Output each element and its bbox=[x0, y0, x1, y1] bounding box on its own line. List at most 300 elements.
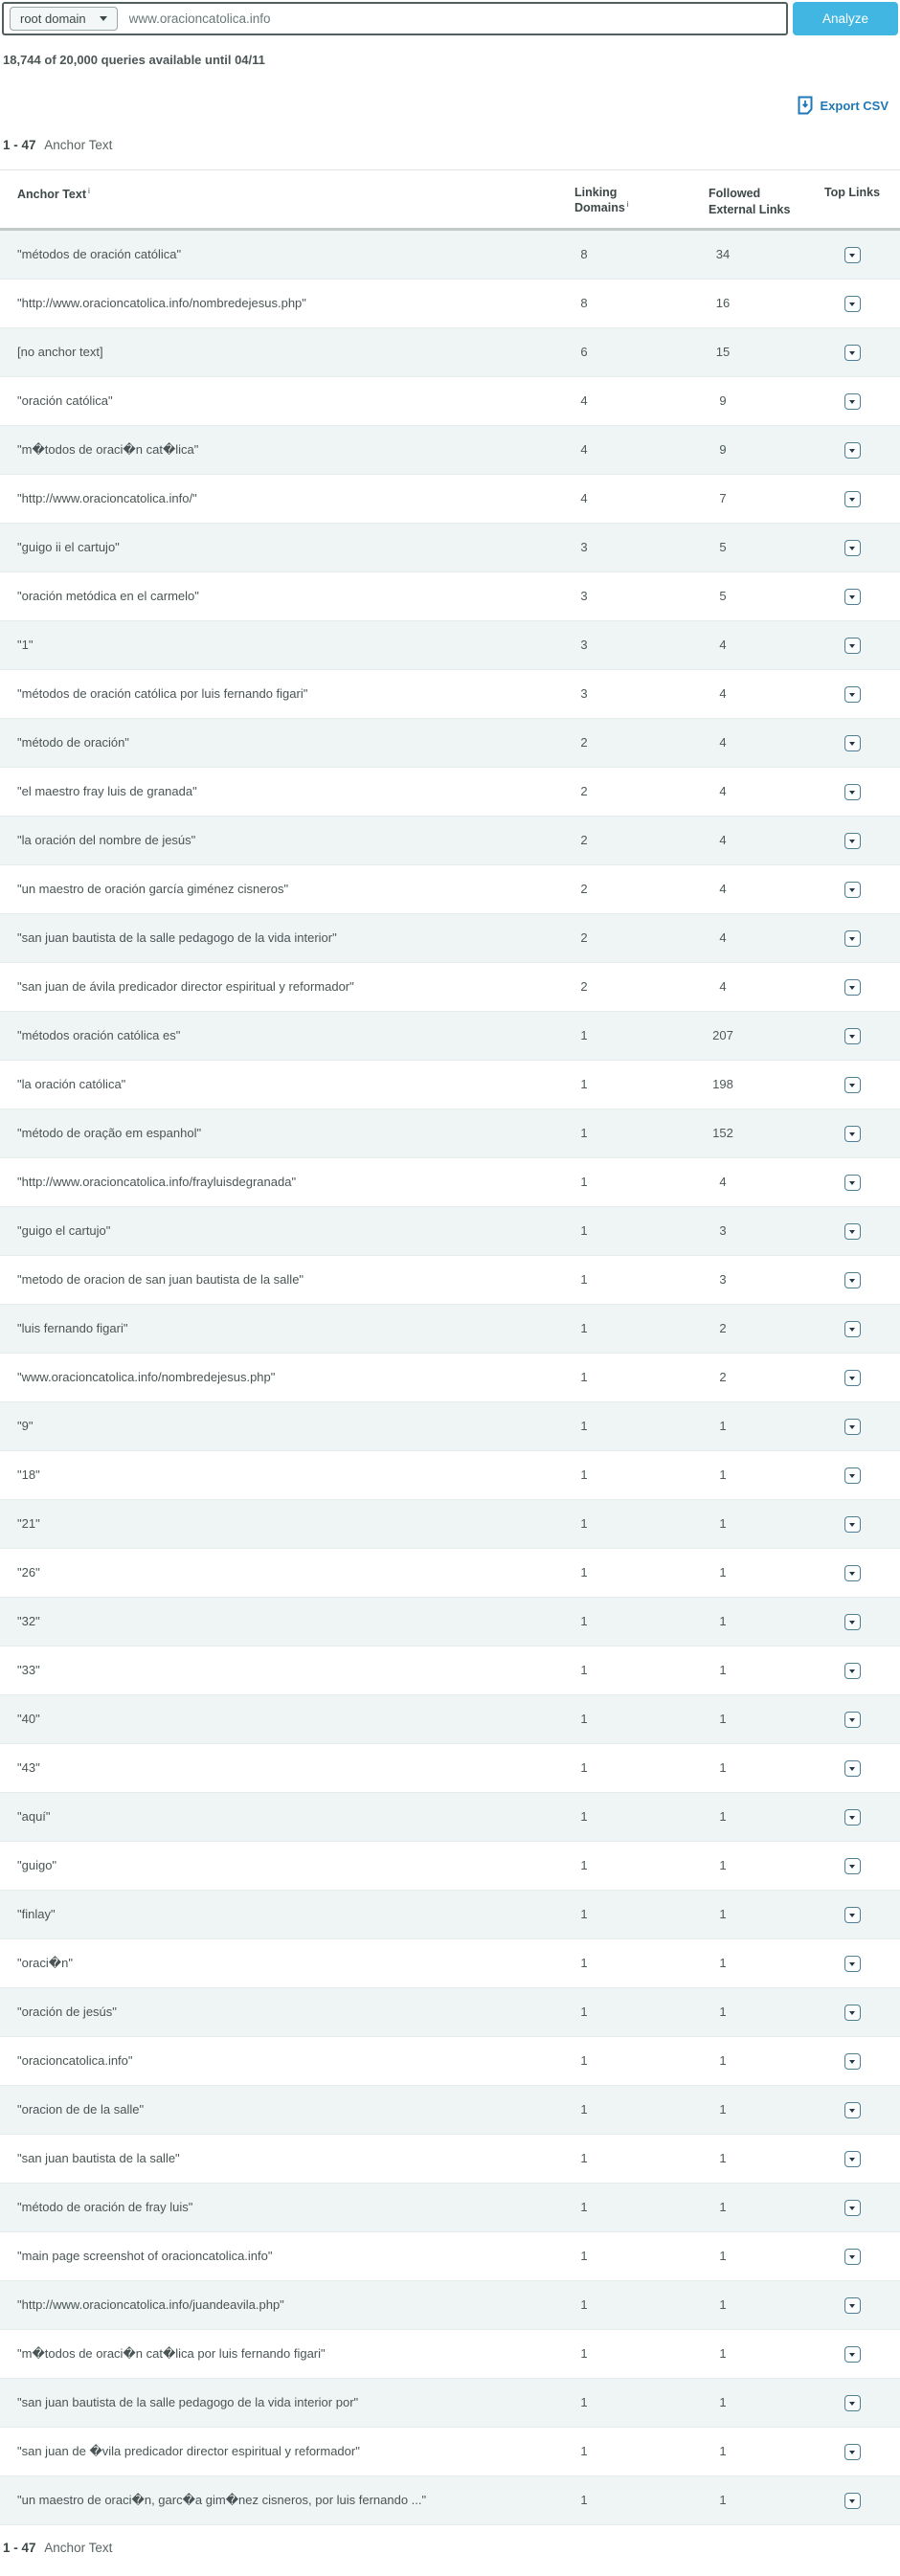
anchor-text-cell: [no anchor text] bbox=[17, 345, 103, 360]
range-count: 1 - 47 bbox=[3, 138, 36, 152]
scope-selector-label: root domain bbox=[20, 11, 86, 26]
top-links-expand-button[interactable] bbox=[844, 833, 861, 849]
followed-links-cell: 1 bbox=[719, 1858, 727, 1873]
top-links-expand-button[interactable] bbox=[844, 540, 861, 556]
linking-domains-cell: 1 bbox=[580, 2444, 588, 2459]
caret-down-icon bbox=[849, 644, 855, 648]
anchor-text-cell: "m�todos de oraci�n cat�lica" bbox=[17, 441, 199, 457]
anchor-text-cell: "guigo el cartujo" bbox=[17, 1223, 111, 1239]
table-row bbox=[0, 1793, 900, 1842]
followed-links-cell: 1 bbox=[719, 2249, 727, 2264]
followed-links-cell: 2 bbox=[719, 1370, 727, 1385]
top-links-expand-button[interactable] bbox=[844, 2005, 861, 2021]
followed-links-cell: 16 bbox=[715, 296, 731, 311]
followed-links-cell: 2 bbox=[719, 1321, 727, 1336]
caret-down-icon bbox=[849, 2451, 855, 2454]
table-header-row bbox=[0, 170, 900, 231]
caret-down-icon bbox=[849, 1425, 855, 1429]
linking-domains-cell: 1 bbox=[580, 1419, 588, 1434]
table-row bbox=[0, 1500, 900, 1549]
caret-down-icon bbox=[849, 1767, 855, 1771]
linking-domains-cell: 1 bbox=[580, 1760, 588, 1776]
caret-down-icon bbox=[849, 2206, 855, 2210]
caret-down-icon bbox=[849, 1523, 855, 1527]
top-links-expand-button[interactable] bbox=[844, 1760, 861, 1777]
top-links-expand-button[interactable] bbox=[844, 1565, 861, 1581]
followed-links-cell: 1 bbox=[719, 1712, 727, 1727]
export-csv-link[interactable] bbox=[798, 96, 889, 115]
caret-down-icon bbox=[849, 547, 855, 550]
followed-links-cell: 198 bbox=[712, 1077, 733, 1092]
table-row bbox=[0, 2330, 900, 2379]
caret-down-icon bbox=[849, 2353, 855, 2357]
top-links-expand-button[interactable] bbox=[844, 393, 861, 410]
followed-links-cell: 1 bbox=[719, 2444, 727, 2459]
table-row bbox=[0, 963, 900, 1012]
linking-domains-cell: 1 bbox=[580, 1321, 588, 1336]
linking-domains-cell: 1 bbox=[580, 1223, 588, 1239]
linking-domains-cell: 2 bbox=[580, 882, 588, 897]
column-header-followed-external-links: Followed External Links bbox=[709, 187, 791, 216]
search-box bbox=[2, 2, 788, 35]
linking-domains-cell: 1 bbox=[580, 2053, 588, 2069]
top-links-expand-button[interactable] bbox=[844, 1370, 861, 1386]
anchor-text-cell: "san juan de �vila predicador director espiritual y reformador" bbox=[17, 2443, 360, 2458]
anchor-text-cell: "oraci�n" bbox=[17, 1955, 73, 1970]
linking-domains-cell: 8 bbox=[580, 296, 588, 311]
linking-domains-cell: 1 bbox=[580, 2102, 588, 2117]
caret-down-icon bbox=[849, 595, 855, 599]
table-row bbox=[0, 2184, 900, 2232]
followed-links-cell: 4 bbox=[719, 1175, 727, 1190]
table-row bbox=[0, 1305, 900, 1354]
anchor-text-cell: "aquí" bbox=[17, 1809, 51, 1825]
search-toolbar bbox=[2, 2, 898, 35]
followed-links-cell: 34 bbox=[715, 247, 731, 262]
followed-links-cell: 1 bbox=[719, 1419, 727, 1434]
caret-down-icon bbox=[849, 888, 855, 892]
top-links-expand-button[interactable] bbox=[844, 1223, 861, 1240]
table-row bbox=[0, 768, 900, 817]
table-row bbox=[0, 2281, 900, 2330]
top-links-expand-button[interactable] bbox=[844, 2444, 861, 2460]
anchor-text-cell: "finlay" bbox=[17, 1907, 56, 1922]
caret-down-icon bbox=[849, 1084, 855, 1087]
anchor-text-cell: "40" bbox=[17, 1712, 40, 1727]
caret-down-icon bbox=[849, 1474, 855, 1478]
table-row bbox=[0, 719, 900, 768]
caret-down-icon bbox=[849, 1914, 855, 1917]
anchor-text-cell: "main page screenshot of oracioncatolica.info" bbox=[17, 2249, 273, 2264]
caret-down-icon bbox=[849, 1328, 855, 1332]
followed-links-cell: 3 bbox=[719, 1272, 727, 1288]
column-header-top-links: Top Links bbox=[823, 186, 881, 199]
anchor-text-cell: "un maestro de oración garcía giménez cisneros" bbox=[17, 882, 289, 897]
linking-domains-cell: 1 bbox=[580, 1516, 588, 1532]
linking-domains-cell: 3 bbox=[580, 638, 588, 653]
linking-domains-cell: 1 bbox=[580, 1858, 588, 1873]
linking-domains-cell: 1 bbox=[580, 1077, 588, 1092]
linking-domains-cell: 2 bbox=[580, 784, 588, 799]
anchor-text-cell: "guigo" bbox=[17, 1858, 57, 1873]
scope-selector-dropdown[interactable] bbox=[10, 7, 118, 31]
followed-links-cell: 1 bbox=[719, 1565, 727, 1580]
anchor-text-cell: "oración católica" bbox=[17, 393, 113, 409]
anchor-text-cell: "21" bbox=[17, 1516, 40, 1532]
linking-domains-cell: 2 bbox=[580, 930, 588, 946]
table-row bbox=[0, 280, 900, 328]
top-links-expand-button[interactable] bbox=[844, 1419, 861, 1435]
caret-down-icon bbox=[849, 1816, 855, 1820]
followed-links-cell: 4 bbox=[719, 686, 727, 702]
top-links-expand-button[interactable] bbox=[844, 247, 861, 263]
caret-down-icon bbox=[849, 254, 855, 258]
anchor-text-cell: "san juan bautista de la salle pedagogo de la vida interior por" bbox=[17, 2395, 359, 2410]
caret-down-icon bbox=[849, 986, 855, 990]
results-range-header bbox=[3, 138, 900, 152]
caret-down-icon bbox=[849, 937, 855, 941]
top-links-expand-button[interactable] bbox=[844, 2249, 861, 2265]
top-links-expand-button[interactable] bbox=[844, 2395, 861, 2411]
top-links-expand-button[interactable] bbox=[844, 1126, 861, 1142]
linking-domains-cell: 1 bbox=[580, 2395, 588, 2410]
caret-down-icon bbox=[849, 302, 855, 306]
caret-down-icon bbox=[849, 2304, 855, 2308]
linking-domains-cell: 4 bbox=[580, 442, 588, 458]
anchor-text-cell: "32" bbox=[17, 1614, 40, 1629]
linking-domains-cell: 1 bbox=[580, 1028, 588, 1043]
table-row bbox=[0, 1695, 900, 1744]
caret-down-icon bbox=[849, 2158, 855, 2162]
followed-links-cell: 4 bbox=[719, 638, 727, 653]
top-links-expand-button[interactable] bbox=[844, 2346, 861, 2363]
anchor-text-cell: "oracioncatolica.info" bbox=[17, 2053, 133, 2069]
table-row bbox=[0, 1256, 900, 1305]
anchor-table-body bbox=[0, 231, 900, 2525]
info-icon: i bbox=[88, 186, 90, 195]
table-row bbox=[0, 670, 900, 719]
linking-domains-cell: 1 bbox=[580, 1956, 588, 1971]
anchor-text-cell: "26" bbox=[17, 1565, 40, 1580]
top-links-expand-button[interactable] bbox=[844, 2297, 861, 2314]
followed-links-cell: 1 bbox=[719, 1760, 727, 1776]
table-row bbox=[0, 1012, 900, 1061]
table-row bbox=[0, 1207, 900, 1256]
caret-down-icon bbox=[849, 693, 855, 697]
top-links-expand-button[interactable] bbox=[844, 1663, 861, 1679]
linking-domains-cell: 2 bbox=[580, 833, 588, 848]
followed-links-cell: 1 bbox=[719, 2200, 727, 2215]
table-row bbox=[0, 2232, 900, 2281]
table-row bbox=[0, 1842, 900, 1891]
followed-links-cell: 5 bbox=[719, 540, 727, 555]
linking-domains-cell: 1 bbox=[580, 1272, 588, 1288]
followed-links-cell: 1 bbox=[719, 2102, 727, 2117]
top-links-expand-button[interactable] bbox=[844, 1907, 861, 1923]
followed-links-cell: 1 bbox=[719, 2346, 727, 2362]
anchor-text-cell: "oración metódica en el carmelo" bbox=[17, 589, 199, 604]
table-row bbox=[0, 621, 900, 670]
top-links-expand-button[interactable] bbox=[844, 1175, 861, 1191]
linking-domains-cell: 2 bbox=[580, 979, 588, 995]
top-links-expand-button[interactable] bbox=[844, 2200, 861, 2216]
top-links-expand-button[interactable] bbox=[844, 2151, 861, 2167]
table-row bbox=[0, 1988, 900, 2037]
caret-down-icon bbox=[849, 2011, 855, 2015]
followed-links-cell: 152 bbox=[712, 1126, 733, 1141]
followed-links-cell: 4 bbox=[719, 979, 727, 995]
top-links-expand-button[interactable] bbox=[844, 345, 861, 361]
followed-links-cell: 4 bbox=[719, 833, 727, 848]
table-row bbox=[0, 2428, 900, 2476]
followed-links-cell: 1 bbox=[719, 1809, 727, 1825]
followed-links-cell: 7 bbox=[719, 491, 727, 506]
linking-domains-cell: 1 bbox=[580, 1370, 588, 1385]
top-links-expand-button[interactable] bbox=[844, 1321, 861, 1337]
linking-domains-cell: 8 bbox=[580, 247, 588, 262]
anchor-text-cell: "guigo ii el cartujo" bbox=[17, 540, 120, 555]
anchor-text-cell: "m�todos de oraci�n cat�lica por luis fernando figari" bbox=[17, 2345, 326, 2361]
chevron-down-icon bbox=[100, 16, 107, 21]
followed-links-cell: 1 bbox=[719, 2151, 727, 2166]
followed-links-cell: 1 bbox=[719, 1516, 727, 1532]
info-icon: i bbox=[626, 199, 629, 209]
caret-down-icon bbox=[849, 2060, 855, 2064]
export-csv-label: Export CSV bbox=[820, 98, 889, 113]
top-links-expand-button[interactable] bbox=[844, 1028, 861, 1044]
followed-links-cell: 1 bbox=[719, 2053, 727, 2069]
top-links-expand-button[interactable] bbox=[844, 2102, 861, 2118]
range-label: Anchor Text bbox=[44, 138, 113, 152]
top-links-expand-button[interactable] bbox=[844, 589, 861, 605]
followed-links-cell: 1 bbox=[719, 1956, 727, 1971]
table-row bbox=[0, 1061, 900, 1109]
anchor-text-cell: "la oración del nombre de jesús" bbox=[17, 833, 196, 848]
table-row bbox=[0, 865, 900, 914]
table-row bbox=[0, 1451, 900, 1500]
top-links-expand-button[interactable] bbox=[844, 2053, 861, 2070]
linking-domains-cell: 1 bbox=[580, 1175, 588, 1190]
anchor-text-cell: "www.oracioncatolica.info/nombredejesus.php" bbox=[17, 1370, 276, 1385]
linking-domains-cell: 3 bbox=[580, 589, 588, 604]
file-download-icon bbox=[798, 96, 813, 115]
anchor-text-cell: "san juan de ávila predicador director espiritual y reformador" bbox=[17, 979, 354, 995]
table-row bbox=[0, 1158, 900, 1207]
linking-domains-cell: 1 bbox=[580, 2151, 588, 2166]
caret-down-icon bbox=[849, 498, 855, 502]
top-links-expand-button[interactable] bbox=[844, 1858, 861, 1874]
top-links-expand-button[interactable] bbox=[844, 686, 861, 703]
linking-domains-cell: 4 bbox=[580, 491, 588, 506]
caret-down-icon bbox=[849, 1718, 855, 1722]
table-row bbox=[0, 1891, 900, 1939]
linking-domains-cell: 1 bbox=[580, 2249, 588, 2264]
caret-down-icon bbox=[849, 742, 855, 746]
top-links-expand-button[interactable] bbox=[844, 2493, 861, 2509]
anchor-text-cell: "san juan bautista de la salle" bbox=[17, 2151, 180, 2166]
caret-down-icon bbox=[849, 2109, 855, 2113]
query-quota-text: 18,744 of 20,000 queries available until 04/11 bbox=[3, 53, 265, 67]
anchor-text-cell: "oración de jesús" bbox=[17, 2005, 117, 2020]
caret-down-icon bbox=[849, 449, 855, 453]
caret-down-icon bbox=[849, 1035, 855, 1039]
anchor-text-cell: "oracion de de la salle" bbox=[17, 2102, 145, 2117]
anchor-text-cell: "33" bbox=[17, 1663, 40, 1678]
table-row bbox=[0, 426, 900, 475]
top-links-expand-button[interactable] bbox=[844, 1077, 861, 1093]
linking-domains-cell: 1 bbox=[580, 2297, 588, 2313]
anchor-text-cell: "la oración católica" bbox=[17, 1077, 126, 1092]
linking-domains-cell: 1 bbox=[580, 2200, 588, 2215]
top-links-expand-button[interactable] bbox=[844, 735, 861, 751]
top-links-expand-button[interactable] bbox=[844, 1956, 861, 1972]
followed-links-cell: 1 bbox=[719, 2297, 727, 2313]
top-links-expand-button[interactable] bbox=[844, 491, 861, 507]
linking-domains-cell: 1 bbox=[580, 2346, 588, 2362]
table-row bbox=[0, 2476, 900, 2525]
table-row bbox=[0, 1402, 900, 1451]
caret-down-icon bbox=[849, 2402, 855, 2406]
anchor-text-cell: "el maestro fray luis de granada" bbox=[17, 784, 197, 799]
linking-domains-cell: 1 bbox=[580, 1126, 588, 1141]
table-row bbox=[0, 475, 900, 524]
caret-down-icon bbox=[849, 2255, 855, 2259]
table-row bbox=[0, 2037, 900, 2086]
table-row bbox=[0, 377, 900, 426]
top-links-expand-button[interactable] bbox=[844, 1467, 861, 1484]
table-row bbox=[0, 914, 900, 963]
table-row bbox=[0, 1598, 900, 1646]
analyze-button[interactable]: Analyze bbox=[793, 2, 898, 35]
results-range-footer bbox=[3, 2541, 900, 2555]
linking-domains-cell: 1 bbox=[580, 1712, 588, 1727]
anchor-text-cell: "método de oración de fray luis" bbox=[17, 2200, 193, 2215]
range-count: 1 - 47 bbox=[3, 2540, 36, 2555]
anchor-text-cell: "http://www.oracioncatolica.info/nombredejesus.php" bbox=[17, 296, 306, 311]
followed-links-cell: 4 bbox=[719, 930, 727, 946]
anchor-text-cell: "http://www.oracioncatolica.info/frayluisdegranada" bbox=[17, 1175, 297, 1190]
export-row bbox=[0, 96, 889, 115]
table-row bbox=[0, 572, 900, 621]
top-links-expand-button[interactable] bbox=[844, 979, 861, 996]
followed-links-cell: 15 bbox=[715, 345, 731, 360]
table-row bbox=[0, 1939, 900, 1988]
top-links-expand-button[interactable] bbox=[844, 1272, 861, 1288]
table-row bbox=[0, 1549, 900, 1598]
range-label: Anchor Text bbox=[44, 2540, 113, 2555]
anchor-text-cell: "luis fernando figari" bbox=[17, 1321, 128, 1336]
caret-down-icon bbox=[849, 1279, 855, 1283]
table-row bbox=[0, 1354, 900, 1402]
caret-down-icon bbox=[849, 1572, 855, 1576]
table-row bbox=[0, 1646, 900, 1695]
top-links-expand-button[interactable] bbox=[844, 784, 861, 800]
anchor-text-cell: "método de oração em espanhol" bbox=[17, 1126, 202, 1141]
followed-links-cell: 4 bbox=[719, 784, 727, 799]
top-links-expand-button[interactable] bbox=[844, 442, 861, 459]
linking-domains-cell: 1 bbox=[580, 1663, 588, 1678]
caret-down-icon bbox=[849, 351, 855, 355]
followed-links-cell: 3 bbox=[719, 1223, 727, 1239]
anchor-text-cell: "metodo de oracion de san juan bautista de la salle" bbox=[17, 1272, 304, 1288]
top-links-expand-button[interactable] bbox=[844, 1614, 861, 1630]
followed-links-cell: 1 bbox=[719, 2005, 727, 2020]
caret-down-icon bbox=[849, 400, 855, 404]
table-row bbox=[0, 328, 900, 377]
followed-links-cell: 1 bbox=[719, 1614, 727, 1629]
caret-down-icon bbox=[849, 1621, 855, 1624]
linking-domains-cell: 1 bbox=[580, 1809, 588, 1825]
followed-links-cell: 4 bbox=[719, 735, 727, 750]
caret-down-icon bbox=[849, 791, 855, 795]
table-row bbox=[0, 817, 900, 865]
linking-domains-cell: 4 bbox=[580, 393, 588, 409]
linking-domains-cell: 6 bbox=[580, 345, 588, 360]
table-row bbox=[0, 231, 900, 280]
linking-domains-cell: 3 bbox=[580, 540, 588, 555]
table-row bbox=[0, 1109, 900, 1158]
top-links-expand-button[interactable] bbox=[844, 296, 861, 312]
followed-links-cell: 1 bbox=[719, 2395, 727, 2410]
linking-domains-cell: 1 bbox=[580, 1614, 588, 1629]
caret-down-icon bbox=[849, 2499, 855, 2503]
linking-domains-cell: 1 bbox=[580, 2493, 588, 2508]
followed-links-cell: 5 bbox=[719, 589, 727, 604]
anchor-text-cell: "métodos de oración católica por luis fernando figari" bbox=[17, 686, 308, 702]
top-links-expand-button[interactable] bbox=[844, 930, 861, 947]
caret-down-icon bbox=[849, 1230, 855, 1234]
top-links-expand-button[interactable] bbox=[844, 638, 861, 654]
linking-domains-cell: 1 bbox=[580, 2005, 588, 2020]
caret-down-icon bbox=[849, 1377, 855, 1380]
linking-domains-cell: 3 bbox=[580, 686, 588, 702]
top-links-expand-button[interactable] bbox=[844, 1809, 861, 1826]
caret-down-icon bbox=[849, 1669, 855, 1673]
top-links-expand-button[interactable] bbox=[844, 1516, 861, 1533]
linking-domains-cell: 1 bbox=[580, 1565, 588, 1580]
followed-links-cell: 1 bbox=[719, 1663, 727, 1678]
caret-down-icon bbox=[849, 1962, 855, 1966]
anchor-text-cell: "18" bbox=[17, 1467, 40, 1483]
linking-domains-cell: 2 bbox=[580, 735, 588, 750]
linking-domains-cell: 1 bbox=[580, 1467, 588, 1483]
column-header-linking-domains: Linking Domains $^i$ bbox=[574, 186, 629, 215]
caret-down-icon bbox=[849, 1865, 855, 1869]
anchor-text-cell: "http://www.oracioncatolica.info/" bbox=[17, 491, 197, 506]
followed-links-cell: 4 bbox=[719, 882, 727, 897]
top-links-expand-button[interactable] bbox=[844, 1712, 861, 1728]
column-header-anchor-text: Anchor Text $^i$ bbox=[17, 186, 90, 202]
followed-links-cell: 1 bbox=[719, 2493, 727, 2508]
table-row bbox=[0, 1744, 900, 1793]
table-row bbox=[0, 2379, 900, 2428]
followed-links-cell: 1 bbox=[719, 1907, 727, 1922]
top-links-expand-button[interactable] bbox=[844, 882, 861, 898]
followed-links-cell: 1 bbox=[719, 1467, 727, 1483]
anchor-text-cell: "http://www.oracioncatolica.info/juandeavila.php" bbox=[17, 2297, 284, 2313]
table-row bbox=[0, 2086, 900, 2135]
search-input[interactable] bbox=[118, 11, 786, 26]
anchor-text-cell: "san juan bautista de la salle pedagogo de la vida interior" bbox=[17, 930, 337, 946]
anchor-text-cell: "métodos de oración católica" bbox=[17, 247, 182, 262]
anchor-text-cell: "método de oración" bbox=[17, 735, 129, 750]
anchor-text-cell: "un maestro de oraci�n, garc�a gim�nez cisneros, por luis fernando ..." bbox=[17, 2492, 427, 2507]
anchor-text-cell: "43" bbox=[17, 1760, 40, 1776]
table-row bbox=[0, 2135, 900, 2184]
caret-down-icon bbox=[849, 1181, 855, 1185]
followed-links-cell: 9 bbox=[719, 393, 727, 409]
linking-domains-cell: 1 bbox=[580, 1907, 588, 1922]
